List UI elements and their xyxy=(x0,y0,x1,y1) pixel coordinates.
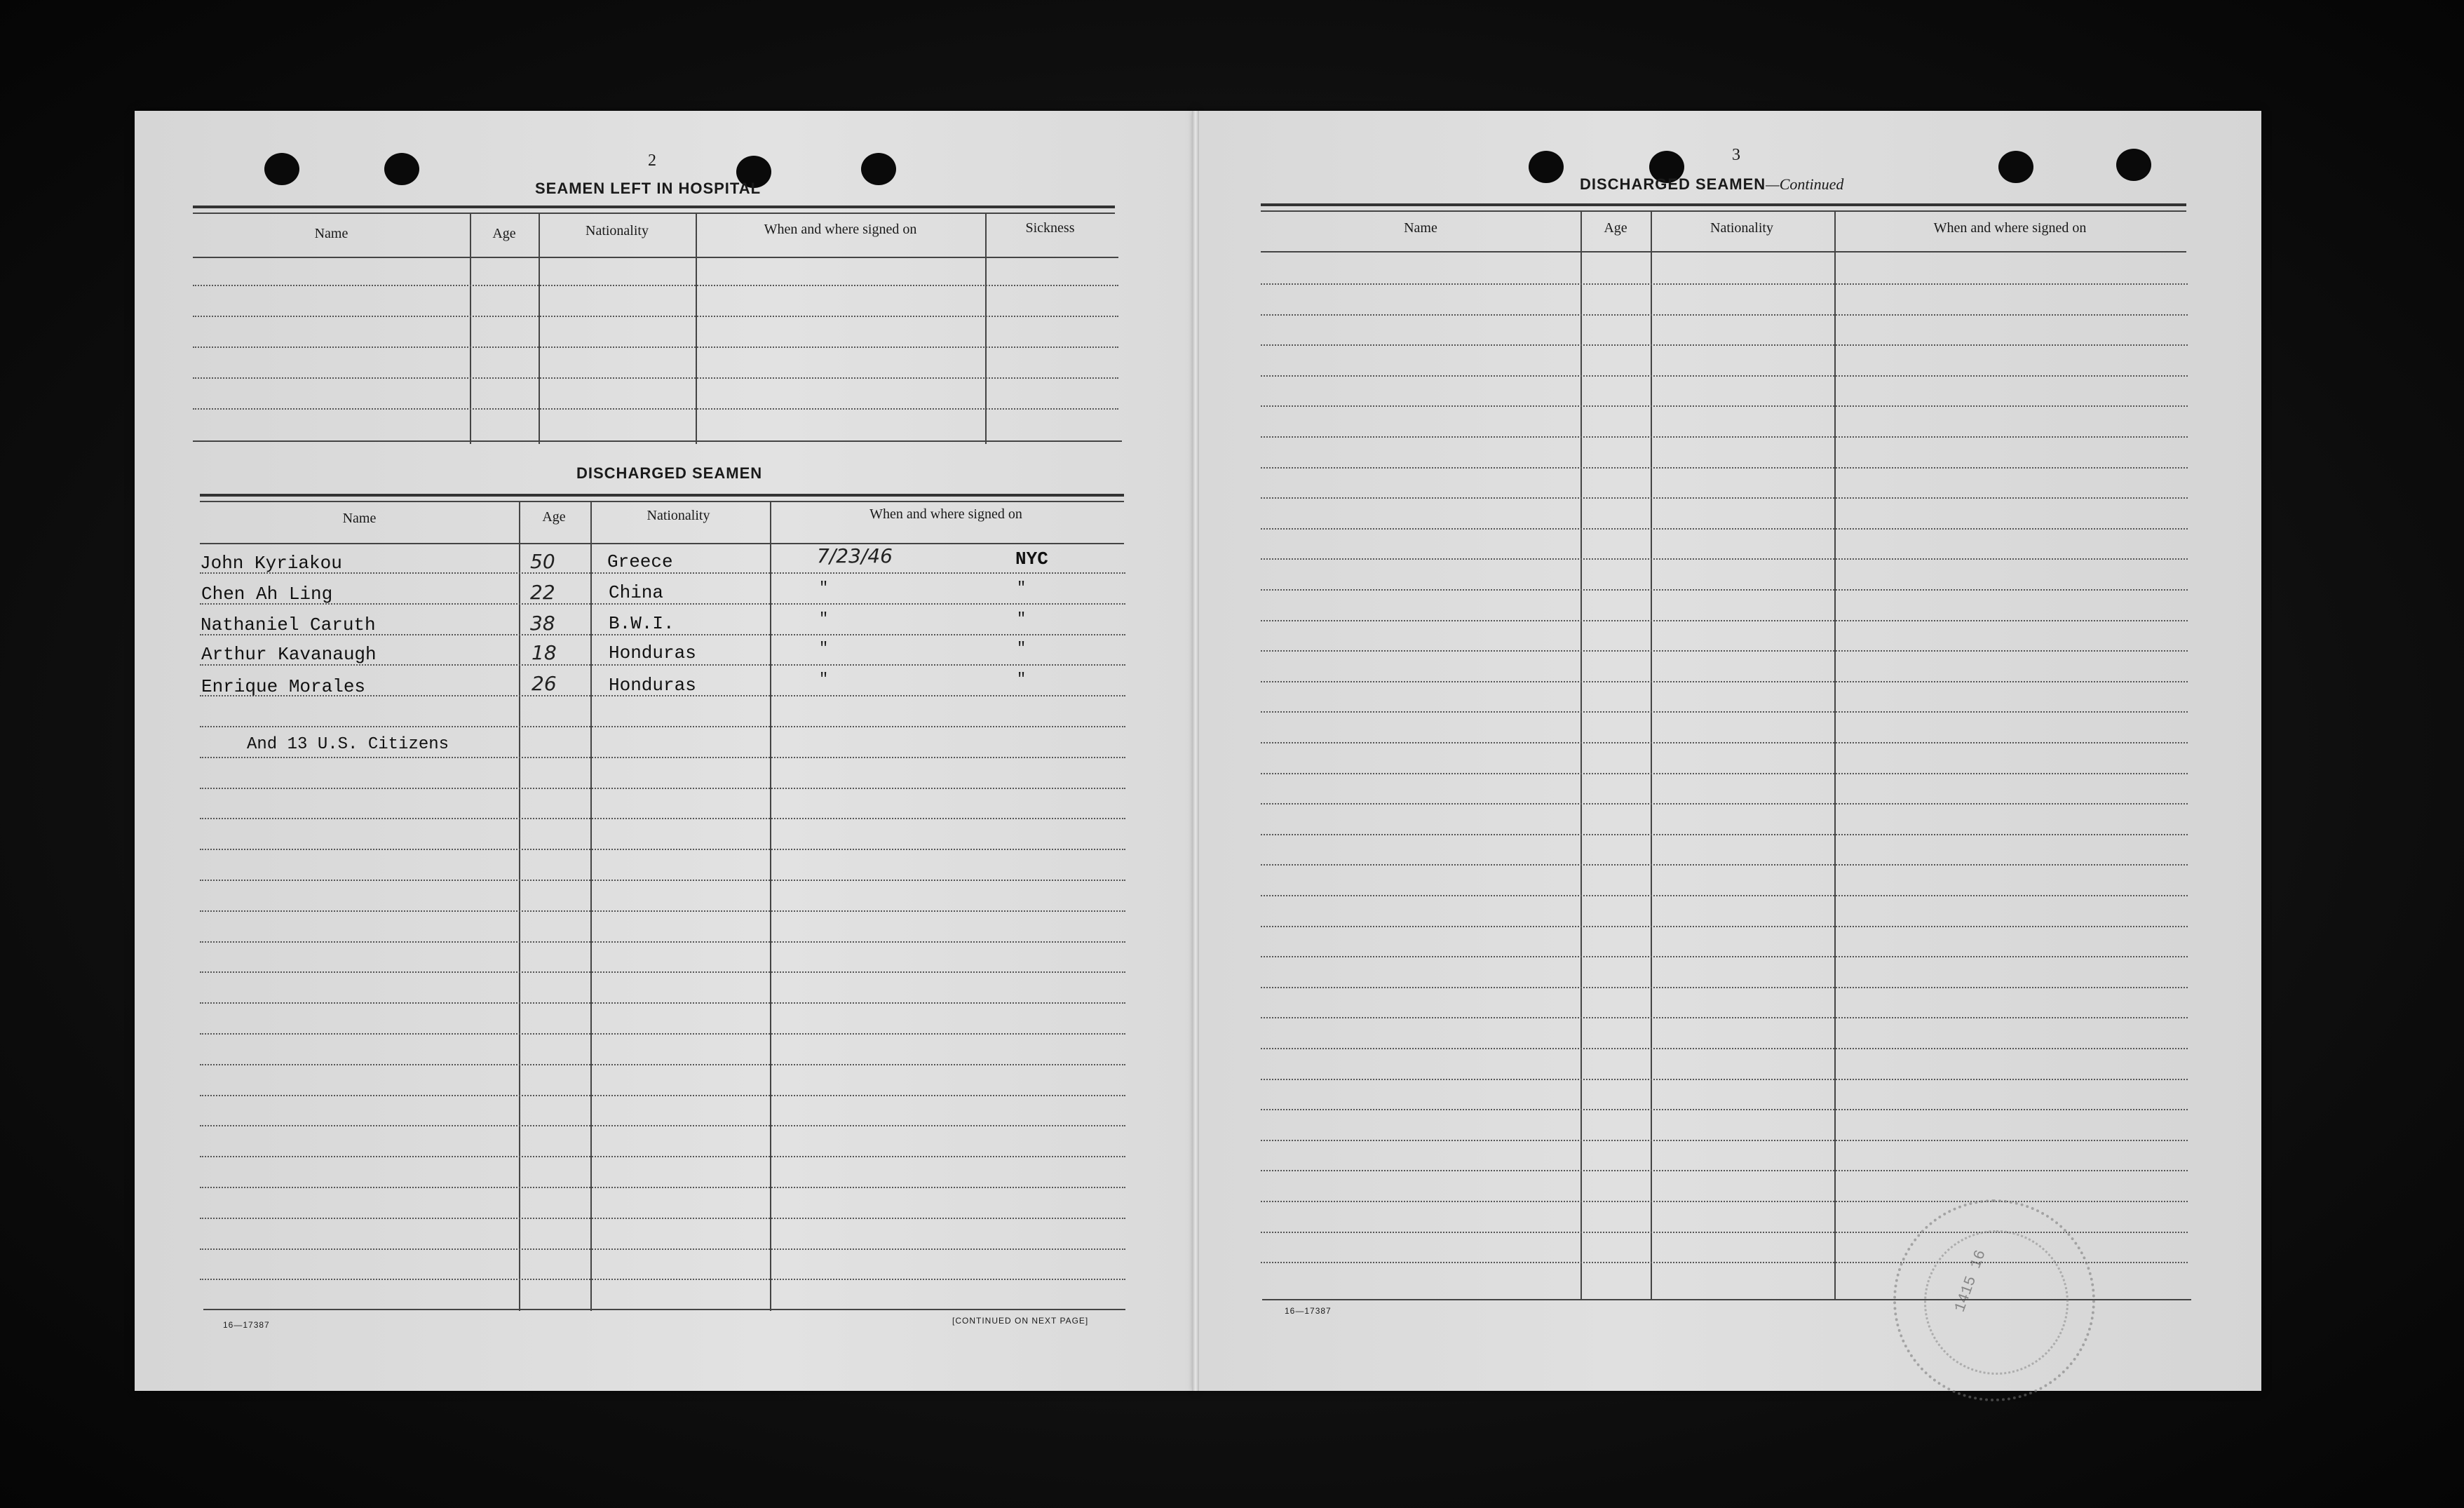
page-number-left: 2 xyxy=(648,152,656,170)
ditto-mark: " xyxy=(1017,671,1027,688)
row-line xyxy=(1261,1140,2188,1141)
table-rule xyxy=(200,543,1124,544)
row-line xyxy=(200,1125,1125,1126)
row-line xyxy=(200,1156,1125,1157)
discharged-continued-title-text: DISCHARGED SEAMEN xyxy=(1580,175,1766,193)
ditto-mark: " xyxy=(1017,579,1027,597)
col-header-when-where: When and where signed on xyxy=(1933,220,2087,236)
row-line xyxy=(1261,956,2188,957)
seaman-age: 26 xyxy=(532,672,557,695)
table-rule xyxy=(193,213,1115,214)
table-rule xyxy=(1261,203,2186,206)
row-line xyxy=(1261,650,2188,652)
row-line xyxy=(1261,1079,2188,1080)
seaman-nationality: B.W.I. xyxy=(609,613,675,634)
page-fold xyxy=(1192,111,1199,1391)
seaman-age: 22 xyxy=(530,581,555,604)
ditto-mark: " xyxy=(819,671,829,688)
row-line xyxy=(1261,375,2188,377)
punch-hole xyxy=(2116,149,2151,181)
ditto-mark: " xyxy=(1017,640,1027,657)
row-line xyxy=(193,285,1118,286)
table-rule xyxy=(193,440,1122,442)
row-line xyxy=(200,880,1125,881)
seaman-name: Arthur Kavanaugh xyxy=(201,644,377,665)
row-line xyxy=(200,910,1125,912)
punch-hole xyxy=(264,153,299,185)
row-line xyxy=(1261,773,2188,774)
column-divider xyxy=(519,501,520,1311)
col-header-nationality: Nationality xyxy=(585,223,649,238)
row-line xyxy=(193,377,1118,379)
row-line xyxy=(200,1064,1125,1065)
row-line xyxy=(1261,558,2188,560)
row-line xyxy=(200,818,1125,819)
page-number-right: 3 xyxy=(1732,146,1740,164)
seaman-name: Enrique Morales xyxy=(201,676,366,697)
stamp-inner-ring xyxy=(1924,1230,2069,1375)
row-line xyxy=(200,757,1125,758)
row-line xyxy=(1261,1109,2188,1110)
col-header-sickness: Sickness xyxy=(1025,220,1075,236)
col-header-age: Age xyxy=(492,226,516,241)
row-line xyxy=(200,941,1125,943)
row-line xyxy=(1261,681,2188,682)
column-divider xyxy=(1651,210,1652,1299)
column-divider xyxy=(1580,210,1582,1299)
punch-hole xyxy=(1529,151,1564,183)
row-line xyxy=(1261,497,2188,499)
col-header-name: Name xyxy=(1404,220,1437,236)
col-header-name: Name xyxy=(314,226,348,241)
col-header-nationality: Nationality xyxy=(1710,220,1773,236)
table-rule xyxy=(203,1309,1125,1310)
column-divider xyxy=(590,501,592,1311)
row-line xyxy=(200,1033,1125,1035)
seaman-name: John Kyriakou xyxy=(200,553,342,574)
table-rule xyxy=(193,257,1118,258)
row-line xyxy=(200,603,1125,605)
col-header-nationality: Nationality xyxy=(647,508,710,523)
row-line xyxy=(1261,926,2188,927)
row-line xyxy=(193,408,1118,410)
continued-note: [CONTINUED ON NEXT PAGE] xyxy=(952,1316,1089,1326)
row-line xyxy=(1261,589,2188,591)
form-number-right: 16—17387 xyxy=(1285,1306,1332,1316)
citizens-note: And 13 U.S. Citizens xyxy=(247,735,449,754)
signed-on-place: NYC xyxy=(1015,548,1048,570)
row-line xyxy=(200,1187,1125,1188)
row-line xyxy=(1261,834,2188,835)
discharged-section-title: DISCHARGED SEAMEN xyxy=(576,464,763,482)
ditto-mark: " xyxy=(819,579,829,597)
seaman-name: Chen Ah Ling xyxy=(201,584,333,605)
seaman-age: 38 xyxy=(530,612,555,635)
row-line xyxy=(200,726,1125,727)
row-line xyxy=(1261,467,2188,469)
punch-hole xyxy=(384,153,419,185)
table-rule xyxy=(1261,210,2186,212)
row-line xyxy=(1261,1048,2188,1049)
row-line xyxy=(1261,436,2188,438)
punch-hole xyxy=(861,153,896,185)
table-rule xyxy=(1261,251,2186,253)
punch-hole xyxy=(1998,151,2033,183)
row-line xyxy=(200,1279,1125,1280)
row-line xyxy=(200,1095,1125,1096)
row-line xyxy=(1261,711,2188,713)
col-header-name: Name xyxy=(342,511,377,526)
discharged-continued-title xyxy=(1580,175,1843,194)
seaman-name: Nathaniel Caruth xyxy=(201,614,376,635)
row-line xyxy=(1261,987,2188,988)
row-line xyxy=(1261,803,2188,805)
ditto-mark: " xyxy=(819,640,829,657)
row-line xyxy=(1261,405,2188,407)
seaman-nationality: Honduras xyxy=(609,642,696,664)
row-line xyxy=(200,971,1125,973)
row-line xyxy=(1261,344,2188,346)
row-line xyxy=(1261,1017,2188,1018)
row-line xyxy=(1261,620,2188,621)
column-divider xyxy=(1834,210,1836,1299)
row-line xyxy=(200,1218,1125,1219)
seaman-age: 50 xyxy=(530,550,555,573)
seaman-nationality: Honduras xyxy=(609,675,696,696)
hospital-section-title: SEAMEN LEFT IN HOSPITAL xyxy=(535,180,761,197)
row-line xyxy=(1261,742,2188,743)
row-line xyxy=(1261,528,2188,530)
stamp-text: 1415 16 xyxy=(1951,1247,1990,1315)
row-line xyxy=(1261,1170,2188,1171)
row-line xyxy=(1261,864,2188,866)
archive-stamp xyxy=(1893,1199,2095,1401)
form-number-left: 16—17387 xyxy=(223,1320,270,1330)
seaman-nationality: China xyxy=(609,582,664,603)
col-header-when-where: When and where signed on xyxy=(869,506,1022,522)
col-header-age: Age xyxy=(1604,220,1627,236)
signed-on-date: 7/23/46 xyxy=(817,544,893,567)
col-header-age: Age xyxy=(542,509,566,525)
row-line xyxy=(1261,283,2188,285)
column-divider xyxy=(770,501,771,1311)
row-line xyxy=(1261,1201,2188,1202)
seaman-nationality: Greece xyxy=(607,551,673,572)
row-line xyxy=(200,788,1125,789)
row-line xyxy=(1261,314,2188,316)
table-rule xyxy=(200,494,1124,497)
row-line xyxy=(200,1002,1125,1004)
col-header-when-where: When and where signed on xyxy=(764,222,917,237)
seaman-age: 18 xyxy=(532,641,557,664)
title-suffix: —Continued xyxy=(1766,175,1844,193)
table-rule xyxy=(193,206,1115,208)
row-line xyxy=(193,316,1118,317)
table-rule xyxy=(200,501,1124,502)
row-line xyxy=(200,849,1125,850)
row-line xyxy=(1261,895,2188,896)
row-line xyxy=(200,1248,1125,1250)
row-line xyxy=(193,346,1118,348)
right-page xyxy=(1196,111,2261,1391)
ditto-mark: " xyxy=(819,610,829,628)
ditto-mark: " xyxy=(1017,610,1027,628)
